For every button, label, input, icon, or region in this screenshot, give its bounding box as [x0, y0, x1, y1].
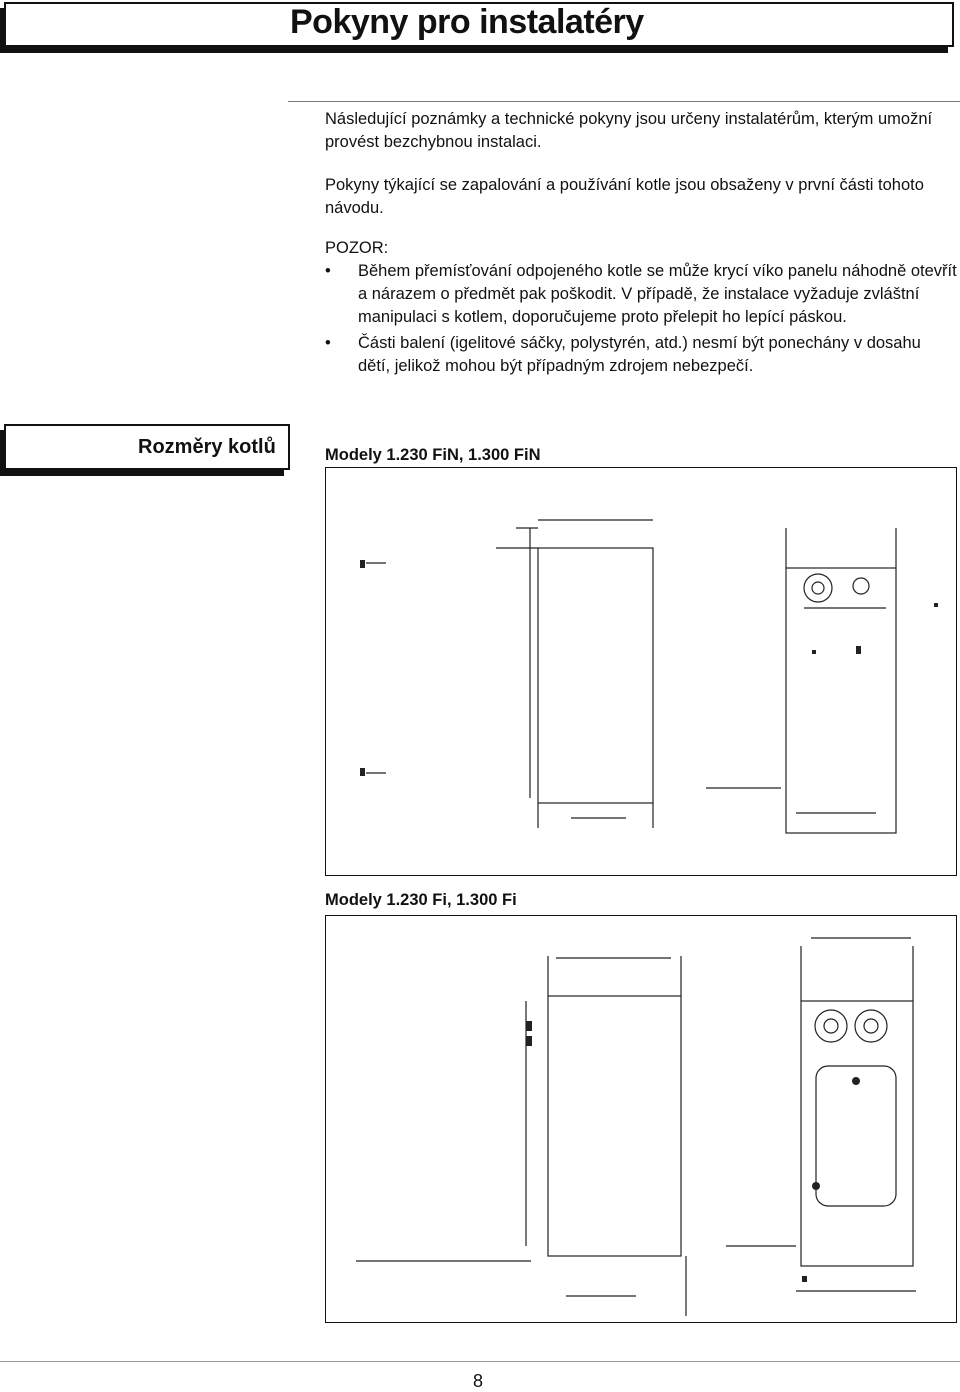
page-number: 8	[473, 1371, 484, 1391]
model-heading-fin: Modely 1.230 FiN, 1.300 FiN	[325, 446, 541, 464]
intro-paragraph-2: Pokyny týkající se zapalování a používání kotle jsou obsaženy v první části tohoto návodu.	[325, 176, 924, 217]
page-title: Pokyny pro instalatéry	[290, 3, 644, 41]
warning-label: POZOR:	[325, 239, 389, 257]
model-heading-fi: Modely 1.230 Fi, 1.300 Fi	[325, 891, 517, 909]
footer-rule	[0, 1361, 960, 1362]
warning-list	[325, 260, 957, 381]
warning-bullet-1: • Během přemísťování odpojeného kotle se může krycí víko panelu náhodně otevřít a nárazem o předmět pak poškodit. V případě, že instalace vyžaduje zvláštní manipulaci s kotlem, doporučujeme proto přelepit ho lepící páskou.	[325, 260, 957, 329]
boiler-dimension-drawing-fi	[326, 916, 958, 1324]
warning-bullet-2: • Části balení (igelitové sáčky, polystyrén, atd.) nesmí být ponechány v dosahu dětí, jelikož mohou být případným zdrojem nebezpečí.	[325, 332, 957, 378]
dimension-drawing-fi	[325, 915, 957, 1323]
intro-paragraph-1: Následující poznámky a technické pokyny jsou určeny instalatérům, kterým umožní provést bezchybnou instalaci.	[325, 110, 933, 151]
boiler-dimension-drawing-fin	[326, 468, 958, 877]
title-rule	[288, 101, 960, 102]
section-heading: Rozměry kotlů	[138, 436, 276, 458]
dimension-drawing-fin	[325, 467, 957, 876]
